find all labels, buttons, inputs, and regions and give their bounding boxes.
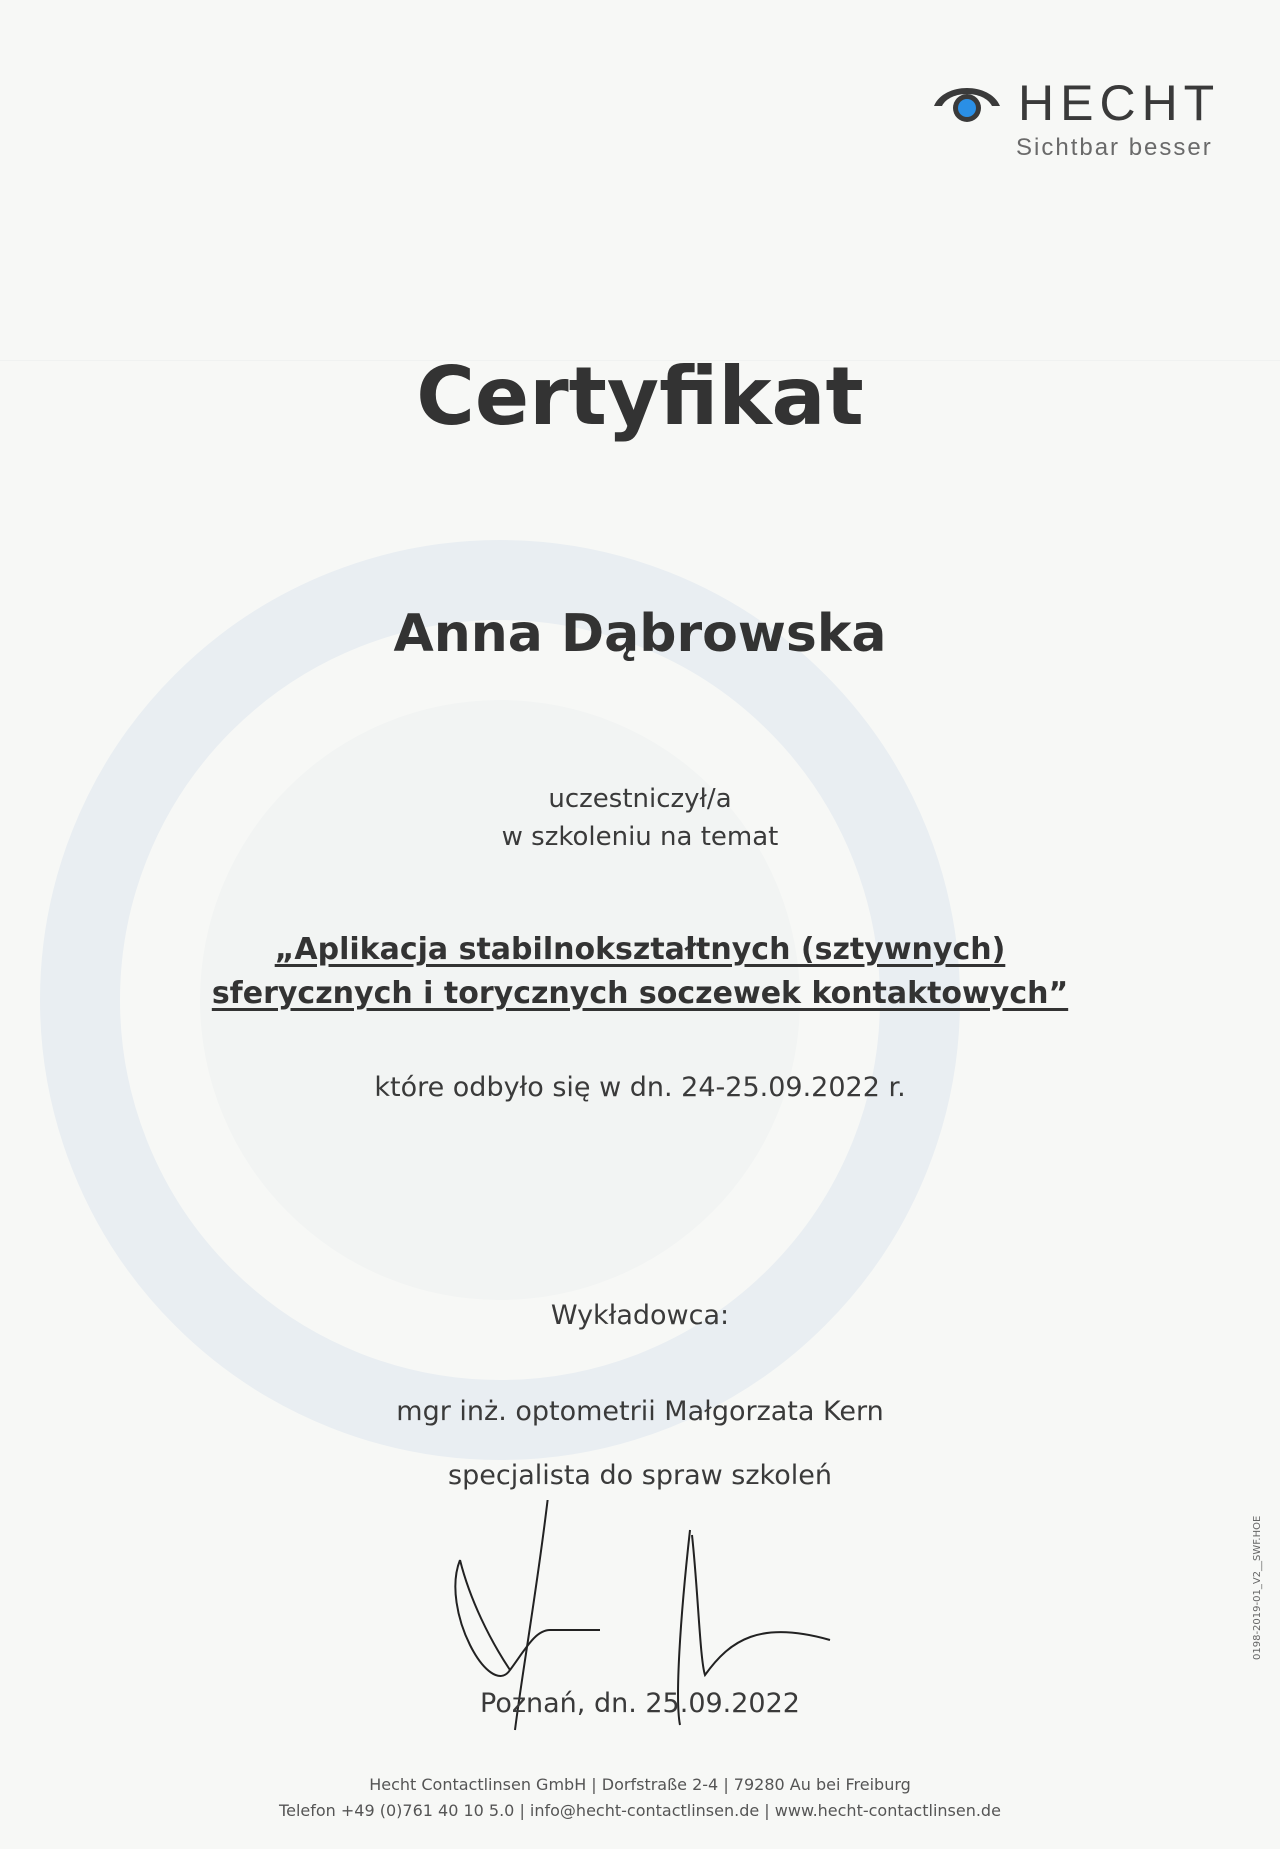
eye-logo-icon [930, 76, 1004, 126]
lecturer-label: Wykładowca: [550, 1300, 730, 1331]
topic-line-1: „Aplikacja stabilnokształtnych (sztywnych) [274, 932, 1006, 967]
training-topic [0, 928, 1280, 1016]
intro-line-1: uczestniczył/a [548, 784, 732, 814]
footer-contact: Telefon +49 (0)761 40 10 5.0 | info@hecht-contactlinsen.de | www.hecht-contactlinsen.de [279, 1801, 1001, 1820]
lecturer-role: specjalista do spraw szkoleń [448, 1460, 832, 1491]
brand-tagline: Sichtbar besser [1016, 134, 1213, 161]
intro-text [0, 780, 1280, 856]
certificate-title: Certyfikat [416, 350, 864, 443]
document-code: 0198-2019-01_V2__SWF.HOE [1252, 1515, 1263, 1660]
intro-line-2: w szkoleniu na temat [501, 822, 779, 852]
topic-line-2: sferycznych i torycznych soczewek kontaktowych” [211, 976, 1069, 1011]
training-date: które odbyło się w dn. 24-25.09.2022 r. [374, 1072, 906, 1103]
footer-address: Hecht Contactlinsen GmbH | Dorfstraße 2-4 | 79280 Au bei Freiburg [369, 1775, 911, 1794]
recipient-name: Anna Dąbrowska [393, 604, 887, 664]
lecturer-name: mgr inż. optometrii Małgorzata Kern [396, 1396, 884, 1427]
company-footer [0, 1772, 1280, 1824]
hecht-logo [930, 72, 1230, 172]
brand-name: HECHT [1018, 75, 1221, 131]
place-and-date: Poznań, dn. 25.09.2022 [480, 1688, 800, 1719]
